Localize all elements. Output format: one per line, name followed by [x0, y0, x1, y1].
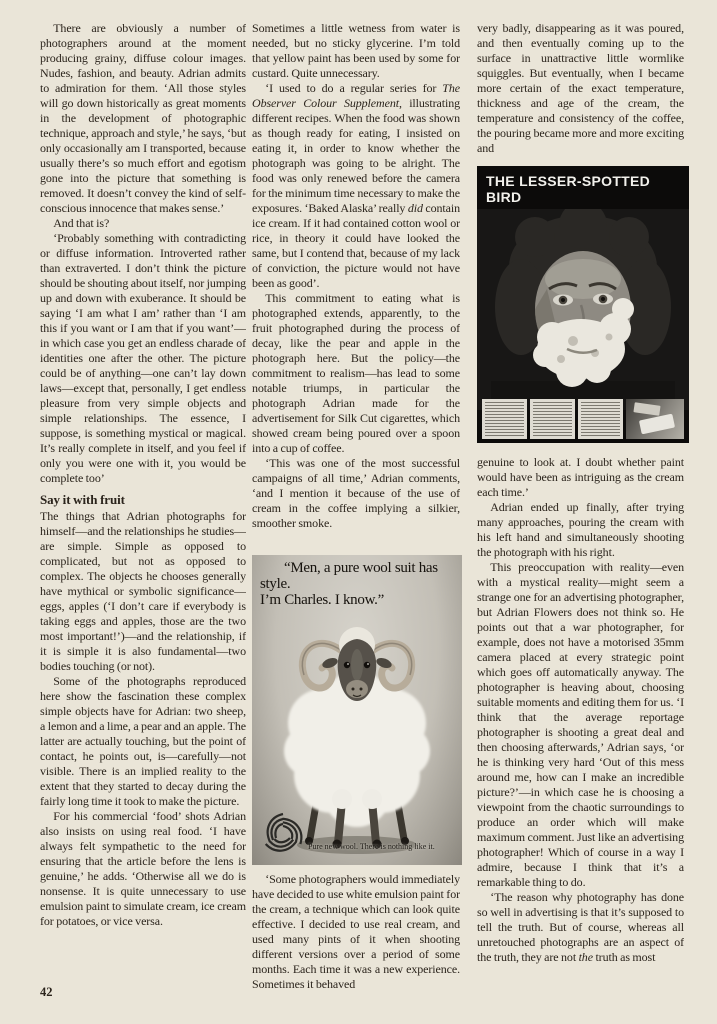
italic-run: did — [407, 201, 423, 215]
wool-advert-slogan: Pure new wool. There is nothing like it. — [308, 842, 435, 851]
body-paragraph: Some of the photographs reproduced here show the fascination these complex simple objects have for Adrian: two sheep, a lemon and a lime, a pear and an apple. The latter are actually touching, but the point of contact, he points out, is—carefully—not visible. There is an implied reality to the extent that they started to decay during the fairly long time it took to make the picture. — [40, 674, 246, 808]
column-right-upper — [477, 21, 684, 162]
soap-product-photo — [626, 399, 684, 439]
headline-line: I’m Charles. I know.” — [260, 592, 384, 608]
text-run: ‘The reason why photography has done so well in advertising is that it’s supposed to tell the truth. But of course, whereas all unretouched photographs are an aspect of the truth, they are not — [477, 890, 684, 964]
body-paragraph: genuine to look at. I doubt whether paint would have been as intriguing as the cream each time.’ — [477, 455, 684, 499]
column-middle-lower — [252, 872, 460, 1020]
body-paragraph: This preoccupation with reality—even with a mystical reality—might seem a strange one for an advertising photographer, but Adrian Flowers does not think so. He points out that a war photographer, for example, does not have a motorised 35mm camera placed at every strategic point which goes off automatically anyway. The photographer is heaving about, choosing suitable moments and editing them for us. ‘I think that the average reportage photographer is shooting a great deal and then choosing afterwards,’ Adrian says, ‘or he is thinking very hard ‘Out of this mess around me, how can I make an incredible picture?’—in which case he is choosing a viewpoint from the chaotic surroundings to produce an order which will make maximum comment. Just like an advertising photographer! Which of course in a way I admire, because I think that it’s a remarkable thing to do. — [477, 560, 684, 889]
ad-fine-print-strip — [482, 399, 684, 439]
ad-fine-print — [578, 399, 623, 439]
column-middle-upper — [252, 21, 460, 551]
body-paragraph: ‘Some photographers would immediately have decided to use white emulsion paint for the cream, a technique which can look quite effective. I decided to use real cream, and used many pints of it when shooting different versions over a period of some months. Each time it was a new experience. Sometimes it behaved — [252, 872, 460, 991]
section-heading-say-it-with-fruit: Say it with fruit — [40, 492, 125, 507]
lesser-spotted-bird-advert — [477, 166, 689, 443]
bird-advert-headline: THE LESSER-SPOTTED BIRD — [486, 173, 651, 205]
column-left — [40, 21, 246, 1003]
body-paragraph: And that is? — [53, 216, 110, 230]
body-paragraph: This commitment to eating what is photographed extends, apparently, to the fruit photographed during the process of decay, like the pear and apple in the photograph here. But the policy—the commitment to realism—has lead to some notable triumps, in particular the photograph Adrian made for the advertisement for Silk Cut cigarettes, which showed cream being poured over a spoon into a cup of coffee. — [252, 291, 460, 455]
body-paragraph: For his commercial ‘food’ shots Adrian also insists on using real food. ‘I have always felt sympathetic to the need for ensuring that the article before the lens is genuine,’ he adds. ‘Otherwise all we do is nonsense. It is quite unnecessary to use emulsion paint to simulate cream, ice cream for potatoes, or vice versa. — [40, 809, 246, 928]
body-paragraph: Sometimes a little wetness from water is needed, but no sticky glycerine. I’m told that yellow paint has been used by some for custard. Quite unnecessary. — [252, 21, 460, 80]
wool-advert-photo — [252, 555, 462, 865]
body-paragraph — [252, 81, 460, 291]
woolmark-logo — [260, 811, 306, 857]
body-paragraph: The things that Adrian photographs for himself—and the relationships he studies—are simple. Simple as opposed to complicated, but not as opposed to complex. The objects he chooses generally have mythical or symbolic significance—eggs, apples (‘I don’t care if everybody is taking eggs and apples, those are the two most important!’)—and the relationship, if it is simple it is also fundamental—two bodies touching (or not). — [40, 509, 246, 673]
body-paragraph: There are obviously a number of photographers around at the moment producing grainy, diffuse colour images. Nudes, fashion, and beauty. Adrian admits to admiration for them. ‘All those styles will go down historically as great moments in the development of photographic technique, approach and style,’ he says, ‘but only occasionally am I transported, because usually there’s so much effort and egotism gone into the picture that something is removed. It doesn’t convey the kind of self-conscious innocence that makes sense.’ — [40, 21, 246, 215]
italic-run: The Observer Colour Supplement — [252, 81, 460, 110]
body-paragraph: Adrian ended up finally, after trying many approaches, pouring the cream with his left hand and simultaneously shooting the photograph with his right. — [477, 500, 684, 559]
body-paragraph: very badly, disappearing as it was poured, and then eventually coming up to the surface in unattractive little wormlike squiggles. But eventually, when I became more certain of the exact temperature, thickness and age of the cream, the temperature and consistency of the coffee, the pouring became more and more exciting and — [477, 21, 684, 155]
text-run: contain ice cream. If it had contained cotton wool or rice, in theory it could have looked the same, but I contend that, because of my lack of conviction, the picture would not have been as good’. — [252, 201, 460, 290]
child-face-cream-photo — [477, 209, 689, 410]
italic-run: the — [578, 950, 593, 964]
text-run: , illustrating different recipes. When the food was shown as though ready for eating, I insisted on eating it, in order to know whether the photograph was going to be alright. The food was only renewed before the camera for the minimum time necessary to make the exposures. ‘Baked Alaska’ really — [252, 96, 460, 215]
body-paragraph: ‘This was one of the most successful campaigns of all time,’ Adrian comments, ‘and I mention it because of the use of cream in the coffee implying a silkier, smoother smoke. — [252, 456, 460, 530]
text-run: truth as most — [592, 950, 656, 964]
body-paragraph: ‘Probably something with contradicting or diffuse information. Introverted rather than extraverted. I don’t think the picture should be shouting about itself, nor jumping up and down with exuberance. It should be saying ‘I am what I am’ rather than ‘I am this if you want or I am that if you want’—in which case you get an endless charade of identities one after the other. The picture could be of anything—one can’t lay down laws—except that, personally, I get endless pleasure from very simple objects and simple relationships. The essence, I suppose, is something mystical or magical. It’s really complete in itself, and you feel if only you were one with it, you would be complete too’ — [40, 231, 246, 485]
ram-head — [302, 627, 411, 701]
page-number: 42 — [40, 985, 53, 999]
body-paragraph — [477, 890, 684, 965]
ad-fine-print — [530, 399, 575, 439]
ad-fine-print — [482, 399, 527, 439]
text-run: ‘I used to do a regular series for — [265, 81, 443, 95]
column-right-lower — [477, 455, 684, 1020]
headline-line: “Men, a pure wool suit has style. — [260, 560, 438, 592]
